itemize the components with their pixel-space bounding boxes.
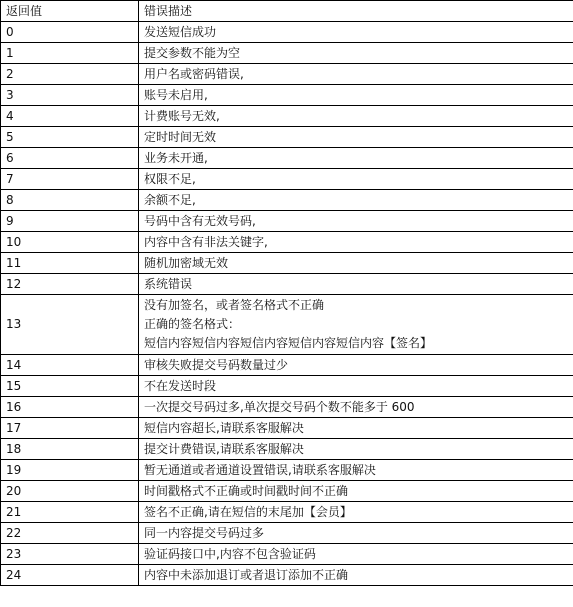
return-value-cell: 2 bbox=[1, 64, 139, 85]
table-header-row bbox=[1, 1, 573, 22]
error-description-cell: 系统错误 bbox=[139, 274, 573, 295]
table-row bbox=[1, 211, 573, 232]
error-description-line: 正确的签名格式： bbox=[144, 317, 241, 331]
error-description-cell: 发送短信成功 bbox=[139, 22, 573, 43]
return-value-cell: 13 bbox=[1, 295, 139, 355]
table-row bbox=[1, 22, 573, 43]
return-value-cell: 3 bbox=[1, 85, 139, 106]
error-description-cell: 定时时间无效 bbox=[139, 127, 573, 148]
table-body bbox=[1, 22, 573, 586]
table-row bbox=[1, 523, 573, 544]
error-description-cell: 时间戳格式不正确或时间戳时间不正确 bbox=[139, 481, 573, 502]
error-description-cell bbox=[139, 295, 573, 355]
error-description-cell: 业务未开通, bbox=[139, 148, 573, 169]
return-value-cell: 22 bbox=[1, 523, 139, 544]
table-row bbox=[1, 460, 573, 481]
error-description-cell: 号码中含有无效号码, bbox=[139, 211, 573, 232]
error-description-cell: 不在发送时段 bbox=[139, 376, 573, 397]
return-value-cell: 20 bbox=[1, 481, 139, 502]
return-value-cell: 9 bbox=[1, 211, 139, 232]
error-description-cell: 验证码接口中,内容不包含验证码 bbox=[139, 544, 573, 565]
return-value-cell: 12 bbox=[1, 274, 139, 295]
table-row bbox=[1, 397, 573, 418]
table-row bbox=[1, 106, 573, 127]
table-row bbox=[1, 43, 573, 64]
table-row bbox=[1, 169, 573, 190]
error-description-cell: 短信内容超长,请联系客服解决 bbox=[139, 418, 573, 439]
error-description-cell: 提交计费错误,请联系客服解决 bbox=[139, 439, 573, 460]
return-value-cell: 11 bbox=[1, 253, 139, 274]
error-description-cell: 同一内容提交号码过多 bbox=[139, 523, 573, 544]
table-row bbox=[1, 418, 573, 439]
header-error-description: 错误描述 bbox=[139, 1, 573, 22]
return-value-cell: 1 bbox=[1, 43, 139, 64]
error-description-cell: 内容中含有非法关键字, bbox=[139, 232, 573, 253]
table-row bbox=[1, 85, 573, 106]
table-row bbox=[1, 355, 573, 376]
table-row bbox=[1, 190, 573, 211]
table-row bbox=[1, 148, 573, 169]
return-value-cell: 6 bbox=[1, 148, 139, 169]
error-description-cell: 内容中未添加退订或者退订添加不正确 bbox=[139, 565, 573, 586]
return-value-cell: 23 bbox=[1, 544, 139, 565]
return-value-cell: 8 bbox=[1, 190, 139, 211]
error-description-cell: 暂无通道或者通道设置错误,请联系客服解决 bbox=[139, 460, 573, 481]
error-description-cell: 签名不正确,请在短信的末尾加【会员】 bbox=[139, 502, 573, 523]
table-row bbox=[1, 127, 573, 148]
error-description-cell: 提交参数不能为空 bbox=[139, 43, 573, 64]
return-value-cell: 21 bbox=[1, 502, 139, 523]
error-description-cell: 余额不足, bbox=[139, 190, 573, 211]
error-description-cell: 一次提交号码过多,单次提交号码个数不能多于 600 bbox=[139, 397, 573, 418]
return-value-cell: 19 bbox=[1, 460, 139, 481]
return-value-cell: 4 bbox=[1, 106, 139, 127]
return-value-cell: 24 bbox=[1, 565, 139, 586]
error-description-cell: 随机加密域无效 bbox=[139, 253, 573, 274]
error-description-cell: 用户名或密码错误, bbox=[139, 64, 573, 85]
return-value-cell: 14 bbox=[1, 355, 139, 376]
return-value-cell: 5 bbox=[1, 127, 139, 148]
error-description-line: 短信内容短信内容短信内容短信内容短信内容【签名】 bbox=[144, 336, 433, 350]
table-row bbox=[1, 481, 573, 502]
table-row bbox=[1, 439, 573, 460]
error-description-cell: 计费账号无效, bbox=[139, 106, 573, 127]
header-return-value: 返回值 bbox=[1, 1, 139, 22]
table-row bbox=[1, 274, 573, 295]
return-value-cell: 7 bbox=[1, 169, 139, 190]
return-value-cell: 17 bbox=[1, 418, 139, 439]
table-row bbox=[1, 64, 573, 85]
return-value-cell: 10 bbox=[1, 232, 139, 253]
error-description-cell: 权限不足, bbox=[139, 169, 573, 190]
return-value-cell: 16 bbox=[1, 397, 139, 418]
error-description-cell: 审核失败提交号码数量过少 bbox=[139, 355, 573, 376]
table-row bbox=[1, 232, 573, 253]
table-row bbox=[1, 253, 573, 274]
return-value-cell: 0 bbox=[1, 22, 139, 43]
table-row bbox=[1, 544, 573, 565]
table-row bbox=[1, 376, 573, 397]
error-description-cell: 账号未启用, bbox=[139, 85, 573, 106]
table-row bbox=[1, 565, 573, 586]
table-row bbox=[1, 295, 573, 355]
error-description-line: 没有加签名，或者签名格式不正确 bbox=[144, 298, 325, 312]
return-value-cell: 15 bbox=[1, 376, 139, 397]
table-row bbox=[1, 502, 573, 523]
return-value-cell: 18 bbox=[1, 439, 139, 460]
